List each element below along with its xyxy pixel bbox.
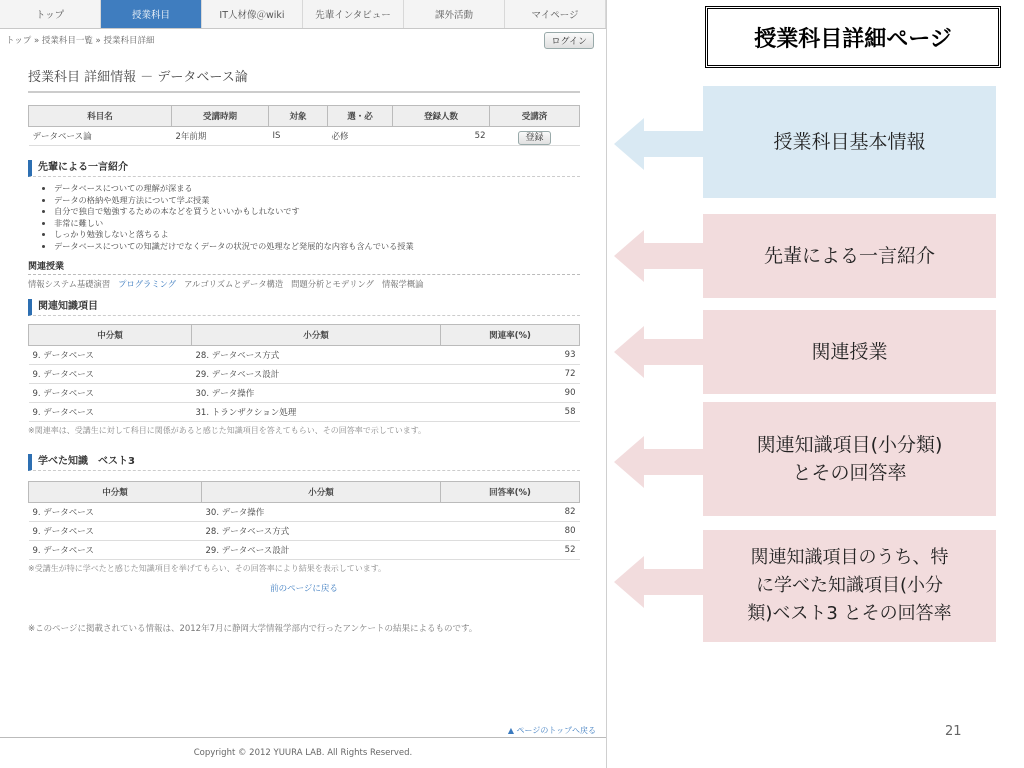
list-item: • データベースについての理解が深まる bbox=[54, 183, 580, 195]
col-header: 回答率(%) bbox=[441, 482, 580, 503]
nav-it-wiki[interactable]: IT人材像＠wiki bbox=[202, 0, 303, 28]
best3-table bbox=[28, 481, 580, 560]
back-link[interactable]: 前のページに戻る bbox=[270, 584, 338, 594]
senpai-heading: 先輩による一言紹介 bbox=[28, 160, 580, 177]
list-item: • 非常に難しい bbox=[54, 218, 580, 230]
small-category: 30. データ操作 bbox=[202, 503, 441, 522]
label-knowledge-items: 関連知識項目(小分類) とその回答率 bbox=[703, 402, 996, 516]
arrow-left-icon bbox=[614, 436, 706, 488]
arrow-left-icon bbox=[614, 230, 706, 282]
nav-interview[interactable]: 先輩インタビュー bbox=[303, 0, 404, 28]
col-header: 登録人数 bbox=[393, 106, 490, 127]
nav-courses[interactable]: 授業科目 bbox=[101, 0, 202, 28]
table-row bbox=[29, 127, 580, 146]
label-senpai-intro: 先輩による一言紹介 bbox=[703, 214, 996, 298]
small-category: 28. データベース方式 bbox=[192, 346, 441, 365]
knowledge-note: ※関連率は、受講生に対して科目に関係があると感じた知識項目を答えてもらい、その回答率で示しています。 bbox=[28, 426, 427, 435]
register-cell bbox=[490, 127, 580, 146]
slide-title: 授業科目詳細ページ bbox=[705, 6, 1001, 68]
table-row bbox=[29, 522, 580, 541]
mid-category-link[interactable]: 9. データベース bbox=[29, 384, 192, 403]
breadcrumb-bar bbox=[0, 29, 606, 51]
table-row bbox=[29, 384, 580, 403]
course-period: 2年前期 bbox=[172, 127, 269, 146]
copyright: Copyright © 2012 YUURA LAB. All Rights Reserved. bbox=[193, 748, 413, 758]
list-item: • しっかり勉強しないと落ちるよ bbox=[54, 229, 580, 241]
top-nav bbox=[0, 0, 606, 29]
course-target: IS bbox=[269, 127, 328, 146]
related-link[interactable]: 情報学概論 bbox=[381, 279, 424, 289]
source-note: ※このページに掲載されている情報は、2012年7月に静岡大学情報学部内で行ったアンケートの結果によるものです。 bbox=[28, 624, 478, 634]
related-link[interactable]: プログラミング bbox=[118, 279, 177, 289]
rate-value: 80 bbox=[441, 522, 580, 541]
main-content bbox=[28, 66, 580, 634]
course-info-table bbox=[28, 105, 580, 146]
rate-value: 93 bbox=[441, 346, 580, 365]
small-category: 29. データベース設計 bbox=[202, 541, 441, 560]
page-title: 授業科目 詳細情報 － データベース論 bbox=[28, 66, 580, 93]
mid-category-link[interactable]: 9. データベース bbox=[29, 522, 202, 541]
arrow-left-icon bbox=[614, 326, 706, 378]
small-category: 31. トランザクション処理 bbox=[192, 403, 441, 422]
related-courses bbox=[28, 278, 580, 290]
list-item: • データの格納や処理方法について学ぶ授業 bbox=[54, 195, 580, 207]
rate-value: 58 bbox=[441, 403, 580, 422]
small-category: 29. データベース設計 bbox=[192, 365, 441, 384]
knowledge-table bbox=[28, 324, 580, 422]
table-row bbox=[29, 503, 580, 522]
rate-value: 52 bbox=[441, 541, 580, 560]
table-row bbox=[29, 346, 580, 365]
slide-page-number: 21 bbox=[945, 724, 962, 739]
nav-activities[interactable]: 課外活動 bbox=[404, 0, 505, 28]
list-item: • データベースについての知識だけでなくデータの状況での処理など発展的な内容も含んでいる授業 bbox=[54, 241, 580, 253]
best3-note: ※受講生が特に学べたと感じた知識項目を挙げてもらい、その回答率により結果を表示しています。 bbox=[28, 564, 387, 573]
small-category: 30. データ操作 bbox=[192, 384, 441, 403]
col-header: 科目名 bbox=[29, 106, 172, 127]
rate-value: 72 bbox=[441, 365, 580, 384]
register-button[interactable]: 登録 bbox=[518, 131, 550, 145]
small-category: 28. データベース方式 bbox=[202, 522, 441, 541]
table-row bbox=[29, 541, 580, 560]
rate-value: 90 bbox=[441, 384, 580, 403]
col-header: 受講済 bbox=[490, 106, 580, 127]
related-link[interactable]: 問題分析とモデリング bbox=[291, 279, 374, 289]
senpai-list bbox=[28, 183, 580, 252]
course-name: データベース論 bbox=[29, 127, 172, 146]
table-row bbox=[29, 365, 580, 384]
related-link[interactable]: 情報システム基礎演習 bbox=[28, 279, 111, 289]
mid-category-link[interactable]: 9. データベース bbox=[29, 541, 202, 560]
nav-top[interactable]: トップ bbox=[0, 0, 101, 28]
mid-category-link[interactable]: 9. データベース bbox=[29, 346, 192, 365]
col-header: 中分類 bbox=[29, 325, 192, 346]
nav-mypage[interactable]: マイページ bbox=[505, 0, 606, 28]
label-course-basic-info: 授業科目基本情報 bbox=[703, 86, 996, 198]
course-count: 52 bbox=[393, 127, 490, 146]
rate-value: 82 bbox=[441, 503, 580, 522]
breadcrumb[interactable]: トップ » 授業科目一覧 » 授業科目詳細 bbox=[6, 36, 155, 46]
login-button[interactable]: ログイン bbox=[544, 32, 594, 49]
label-best3-knowledge: 関連知識項目のうち、特 に学べた知識項目(小分 類)ベスト3 とその回答率 bbox=[703, 530, 996, 642]
table-row bbox=[29, 403, 580, 422]
arrow-left-icon bbox=[614, 556, 706, 608]
related-heading: 関連授業 bbox=[28, 259, 580, 275]
arrow-left-icon bbox=[614, 118, 706, 170]
list-item: • 自分で独自で勉強するための本などを買うといいかもしれないです bbox=[54, 206, 580, 218]
col-header: 対象 bbox=[269, 106, 328, 127]
mid-category-link[interactable]: 9. データベース bbox=[29, 403, 192, 422]
col-header: 選・必 bbox=[328, 106, 393, 127]
mid-category-link[interactable]: 9. データベース bbox=[29, 503, 202, 522]
col-header: 関連率(%) bbox=[441, 325, 580, 346]
col-header: 小分類 bbox=[192, 325, 441, 346]
course-type: 必修 bbox=[328, 127, 393, 146]
label-related-courses: 関連授業 bbox=[703, 310, 996, 394]
related-link[interactable]: アルゴリズムとデータ構造 bbox=[184, 279, 284, 289]
footer-divider bbox=[0, 737, 606, 738]
col-header: 受講時期 bbox=[172, 106, 269, 127]
col-header: 小分類 bbox=[202, 482, 441, 503]
page-top-link[interactable]: ▲ ページのトップへ戻る bbox=[507, 726, 596, 735]
best3-heading: 学べた知識 ベスト3 bbox=[28, 454, 580, 471]
col-header: 中分類 bbox=[29, 482, 202, 503]
mid-category-link[interactable]: 9. データベース bbox=[29, 365, 192, 384]
knowledge-heading: 関連知識項目 bbox=[28, 299, 580, 316]
